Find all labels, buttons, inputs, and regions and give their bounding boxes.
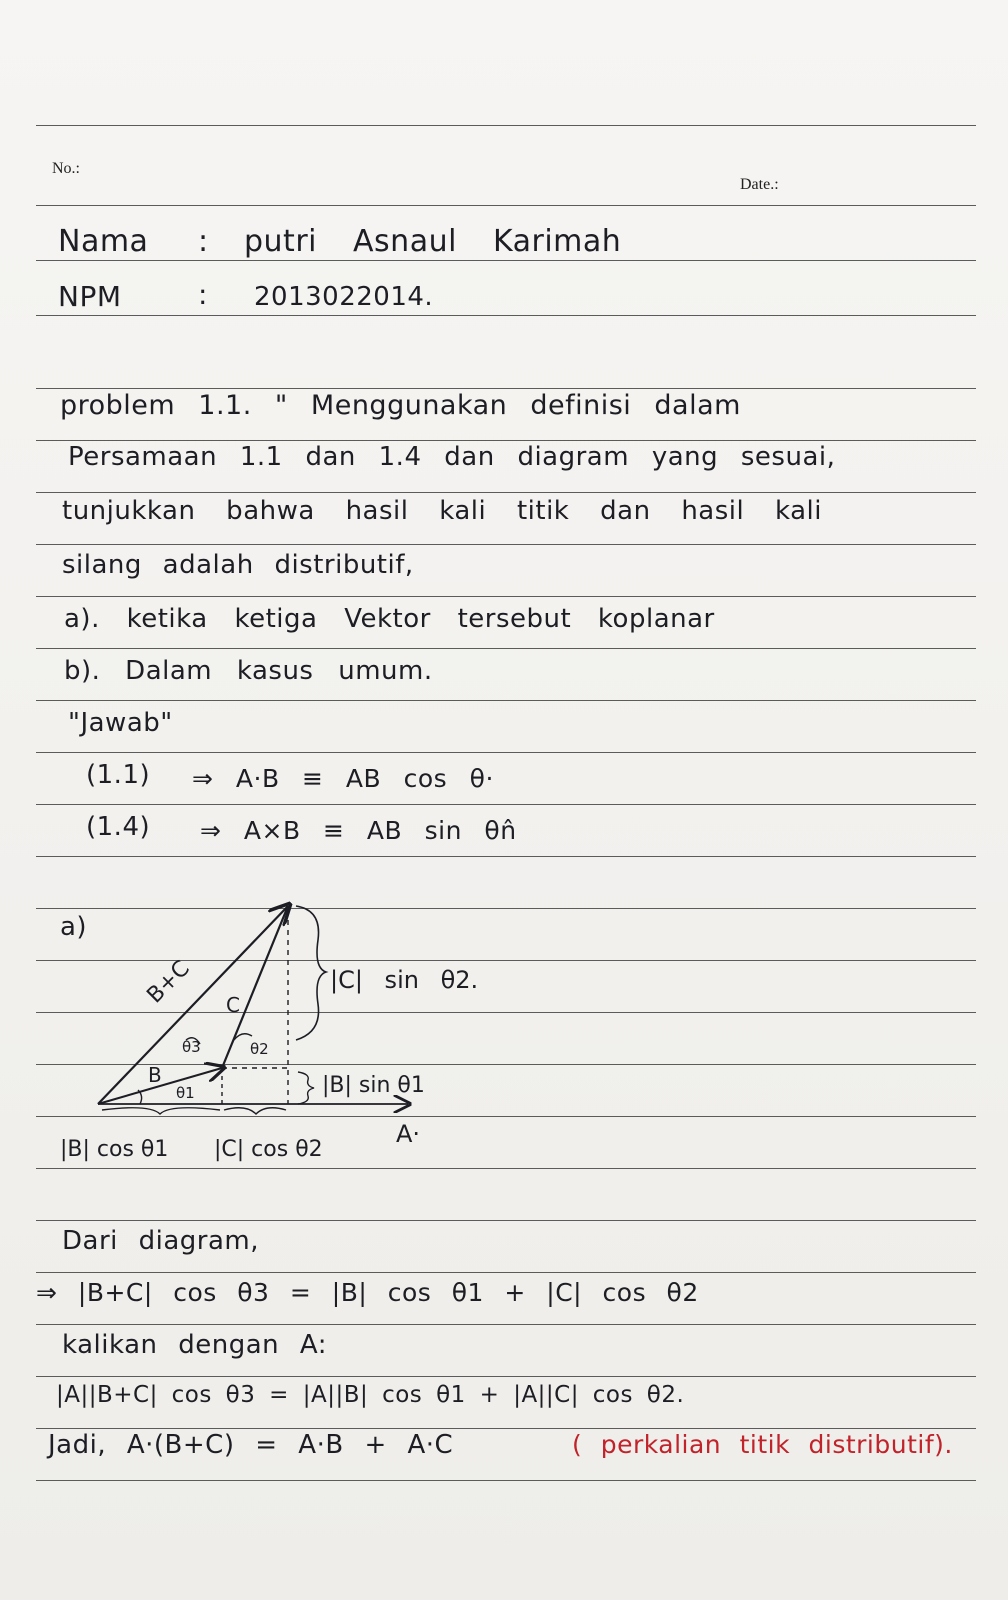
brace-c-sin [296,906,326,1040]
derivation-line-2: kalikan dengan A: [62,1330,328,1360]
equation-2-tag: (1.4) [86,812,151,842]
brace-b-cos [102,1108,220,1114]
problem-part-b: b). Dalam kasus umum. [64,656,433,686]
name-value: putri Asnaul Karimah [244,224,622,259]
label-b-cos: |B| cos θ1 [60,1137,169,1162]
npm-colon: : [198,278,208,311]
label-b: B [148,1063,162,1087]
label-c: C [226,993,240,1017]
name-label: Nama [58,224,149,259]
vector-b-plus-c [98,906,288,1104]
label-c-sin: |C| sin θ2. [330,966,479,994]
brace-c-cos [224,1108,286,1114]
name-colon: : [198,224,209,259]
equation-1: ⇒ A·B ≡ AB cos θ· [192,764,494,793]
label-theta1: θ1 [176,1084,195,1102]
problem-part-a: a). ketika ketiga Vektor tersebut koplanar [64,604,715,634]
label-c-cos: |C| cos θ2 [214,1137,323,1162]
label-b-plus-c: B+C [142,956,195,1009]
brace-b-sin [298,1072,314,1104]
label-a: A· [396,1120,421,1148]
label-b-sin: |B| sin θ1 [322,1073,425,1098]
equation-2: ⇒ A×B ≡ AB sin θn̂ [200,816,517,845]
distributive-note: ( perkalian titik distributif). [572,1430,953,1459]
answer-heading: "Jawab" [68,708,173,738]
part-a-label: a) [60,912,88,942]
derivation-line-3: |A||B+C| cos θ3 = |A||B| cos θ1 + |A||C| cos θ2. [56,1382,685,1408]
npm-label: NPM [58,280,122,313]
problem-line-4: silang adalah distributif, [62,550,414,580]
npm-value: 2013022014. [254,282,434,312]
equation-1-tag: (1.1) [86,760,151,790]
no-label: No.: [52,160,80,177]
problem-line-3: tunjukkan bahwa hasil kali titik dan hasil kali [62,496,822,526]
derivation-intro: Dari diagram, [62,1226,260,1256]
problem-line-1: problem 1.1. " Menggunakan definisi dalam [60,390,741,421]
problem-line-2: Persamaan 1.1 dan 1.4 dan diagram yang sesuai, [68,442,836,472]
label-theta2: θ2 [250,1040,269,1058]
date-label: Date.: [740,176,779,193]
label-theta3: θ3 [182,1038,201,1056]
derivation-line-4: Jadi, A·(B+C) = A·B + A·C [48,1430,454,1460]
derivation-line-1: ⇒ |B+C| cos θ3 = |B| cos θ1 + |C| cos θ2 [36,1278,699,1307]
